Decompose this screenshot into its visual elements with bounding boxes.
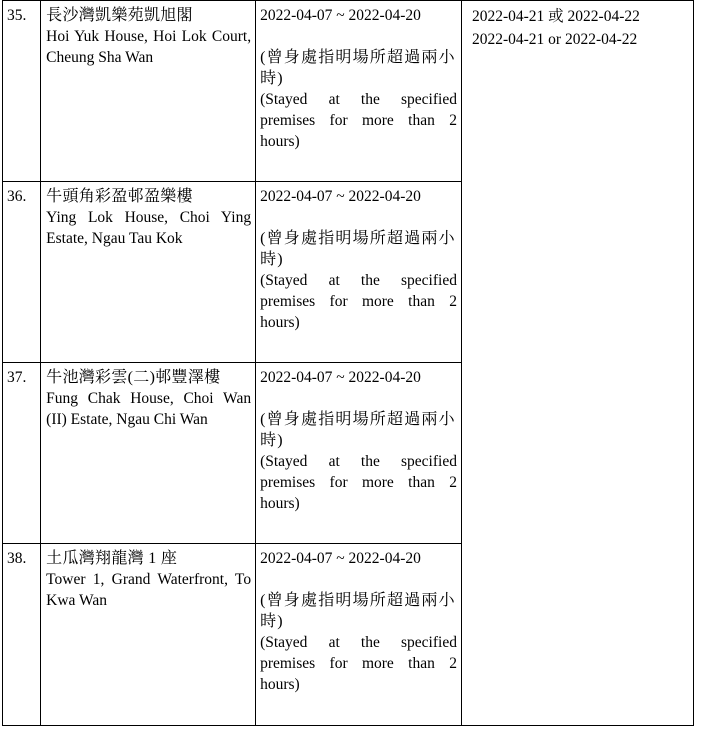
location-chinese: 牛頭角彩盈邨盈樂樓 <box>46 188 193 205</box>
table-row <box>3 1 694 182</box>
row-number: 36. <box>7 188 27 205</box>
location-chinese: 土瓜灣翔龍灣 1 座 <box>46 550 178 567</box>
location-english: Fung Chak House, Choi Wan (II) Estate, Ngau Chi Wan <box>46 390 252 428</box>
visit-period: 2022-04-07 ~ 2022-04-20 <box>260 369 421 386</box>
row-number-cell <box>3 1 41 182</box>
row-number-cell <box>3 182 41 363</box>
row-number: 35. <box>7 7 27 24</box>
location-english: Hoi Yuk House, Hoi Lok Court, Cheung Sha Wan <box>46 28 252 66</box>
row-number: 37. <box>7 369 27 386</box>
location-english: Ying Lok House, Choi Ying Estate, Ngau Tau Kok <box>46 209 252 247</box>
location-cell <box>41 544 256 726</box>
visit-period: 2022-04-07 ~ 2022-04-20 <box>260 550 421 567</box>
location-english: Tower 1, Grand Waterfront, To Kwa Wan <box>46 571 252 609</box>
period-cell <box>256 363 462 544</box>
note-chinese: (曾身處指明場所超過兩小時) <box>260 411 456 449</box>
note-english: (Stayed at the specified premises for more than 2 hours) <box>260 634 457 693</box>
testing-dates-cell <box>461 1 693 726</box>
location-cell <box>41 182 256 363</box>
row-number-cell <box>3 544 41 726</box>
location-chinese: 牛池灣彩雲(二)邨豐澤樓 <box>46 369 221 386</box>
visit-period: 2022-04-07 ~ 2022-04-20 <box>260 188 421 205</box>
note-english: (Stayed at the specified premises for more than 2 hours) <box>260 91 457 150</box>
note-english: (Stayed at the specified premises for more than 2 hours) <box>260 453 457 512</box>
location-cell <box>41 363 256 544</box>
note-chinese: (曾身處指明場所超過兩小時) <box>260 49 456 87</box>
specified-premises-table <box>2 0 694 726</box>
row-number: 38. <box>7 550 27 567</box>
testing-dates-english: 2022-04-21 or 2022-04-22 <box>471 31 638 48</box>
period-cell <box>256 1 462 182</box>
period-cell <box>256 544 462 726</box>
note-chinese: (曾身處指明場所超過兩小時) <box>260 230 456 268</box>
testing-dates-chinese: 2022-04-21 或 2022-04-22 <box>471 8 640 25</box>
visit-period: 2022-04-07 ~ 2022-04-20 <box>260 7 421 24</box>
row-number-cell <box>3 363 41 544</box>
note-english: (Stayed at the specified premises for more than 2 hours) <box>260 272 457 331</box>
location-cell <box>41 1 256 182</box>
note-chinese: (曾身處指明場所超過兩小時) <box>260 592 456 630</box>
location-chinese: 長沙灣凱樂苑凱旭閣 <box>46 7 193 24</box>
period-cell <box>256 182 462 363</box>
